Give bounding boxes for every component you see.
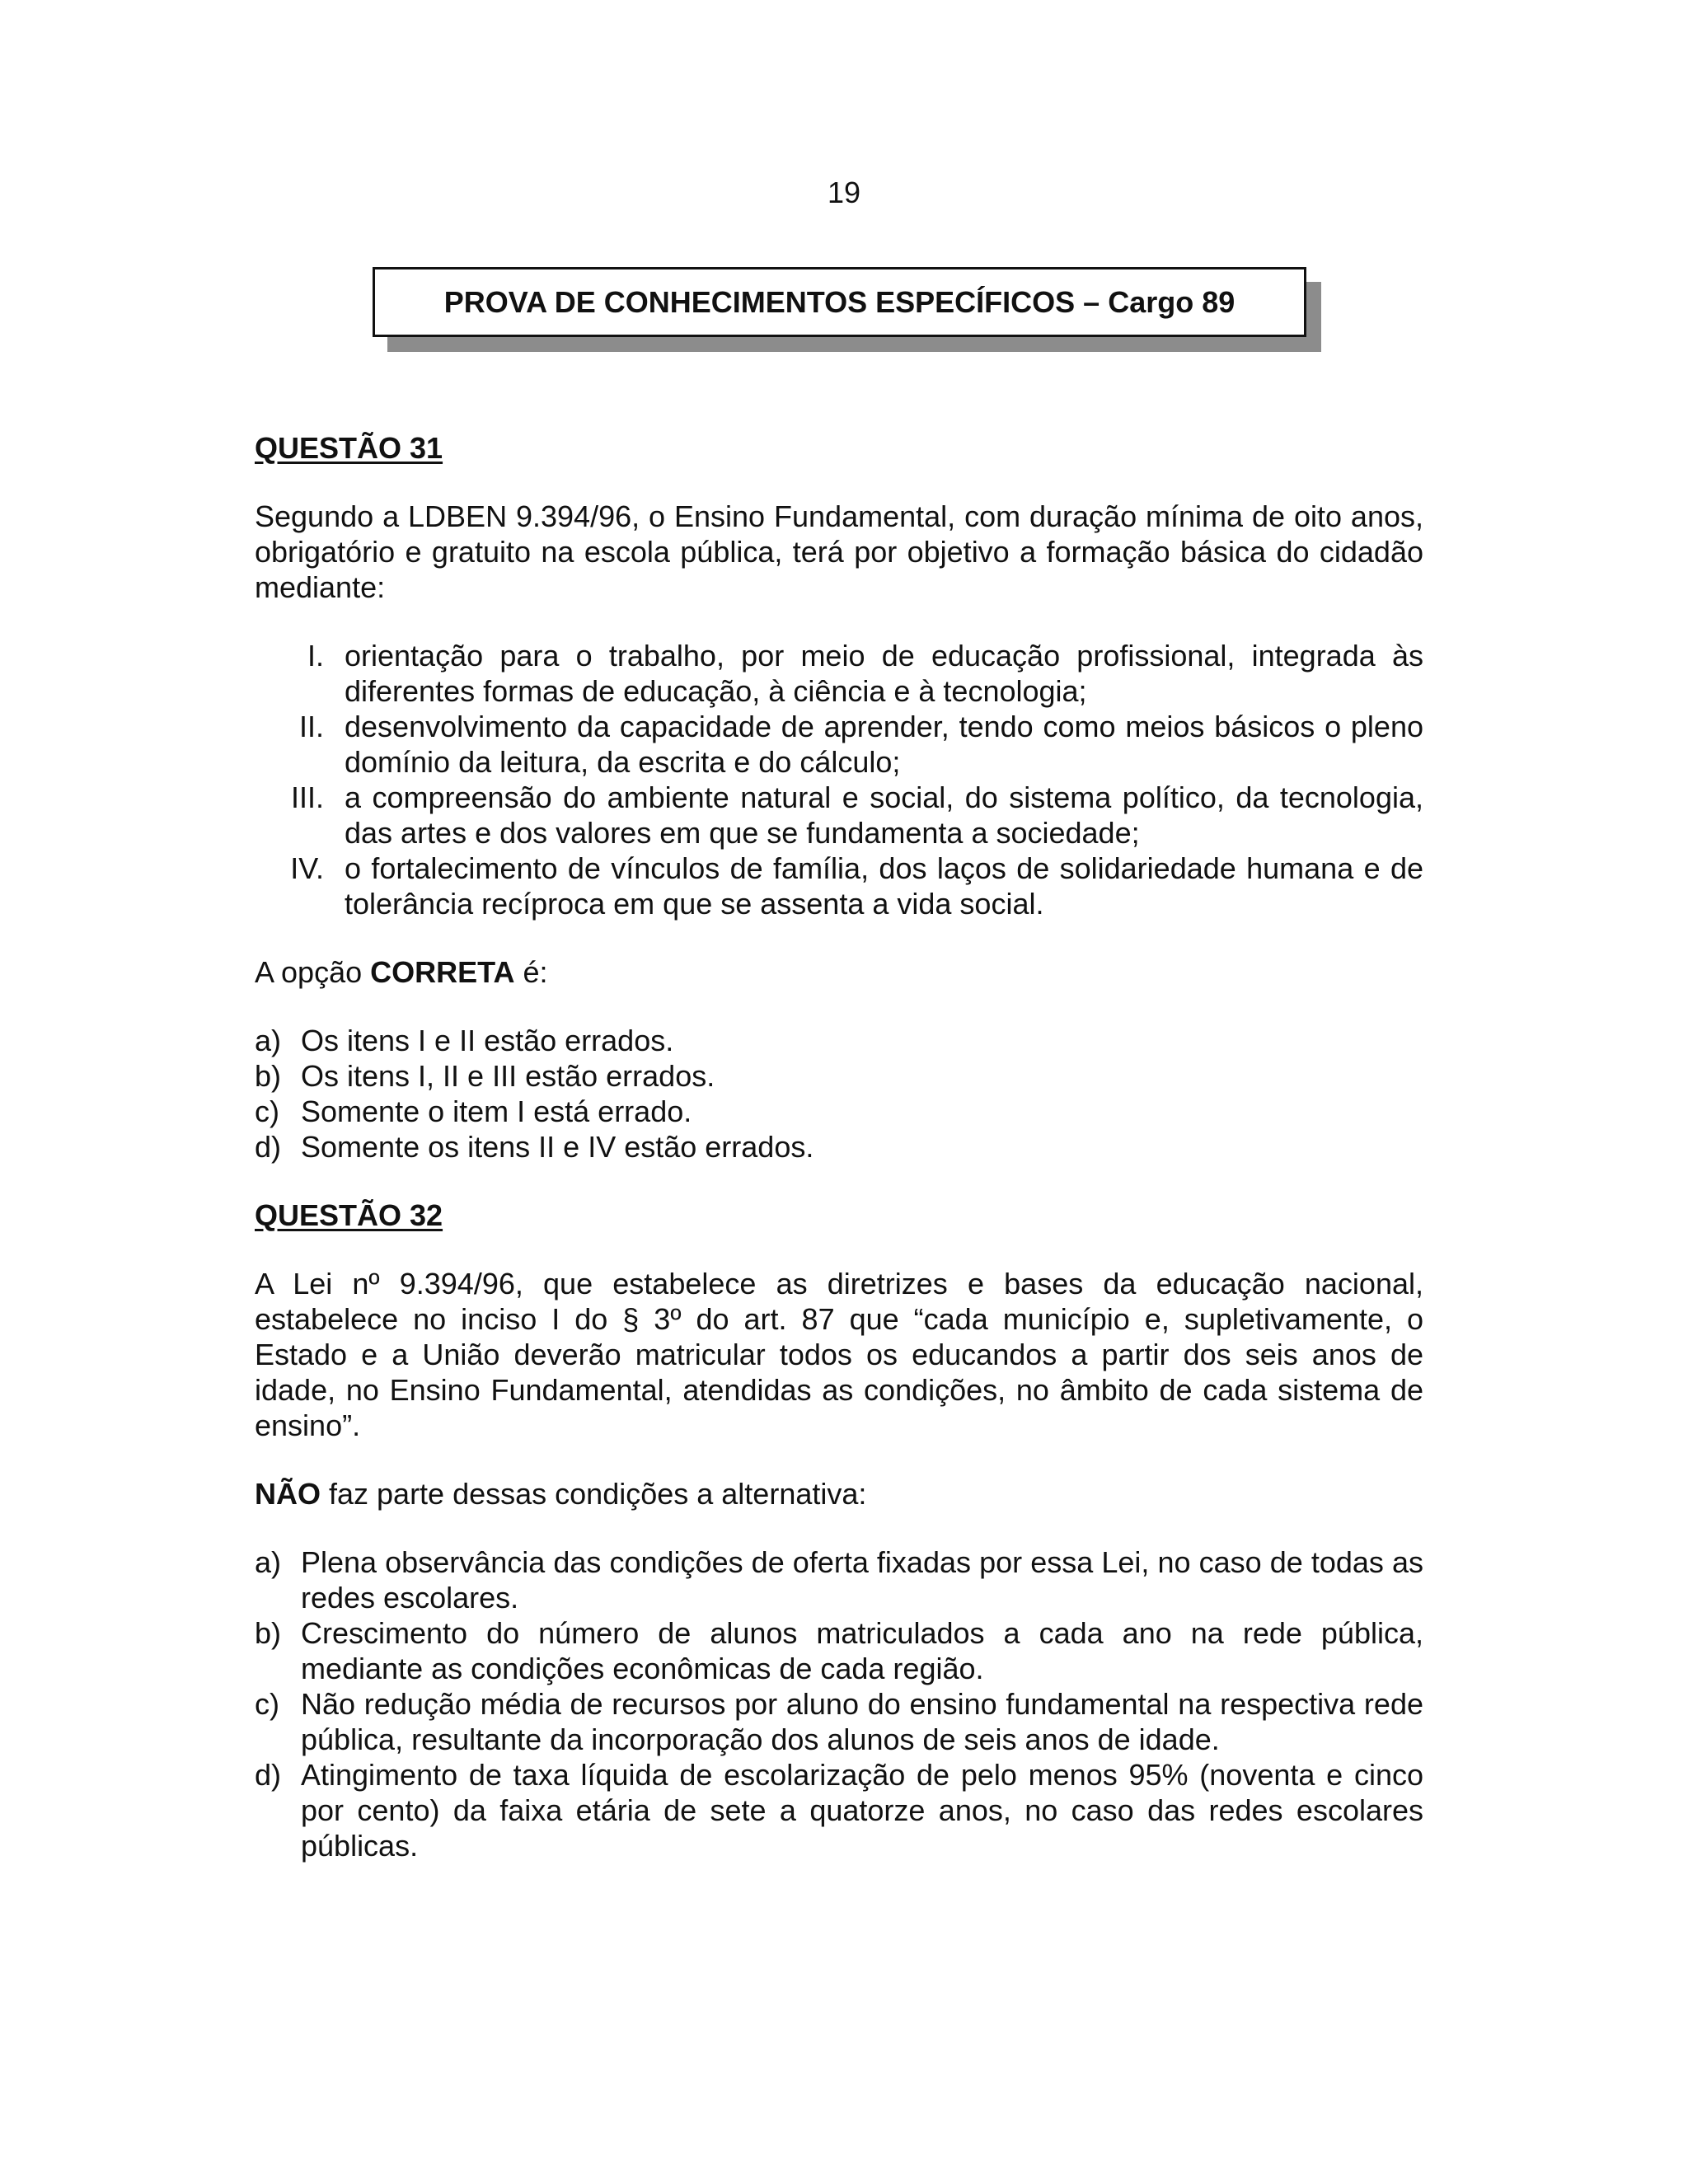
question-31-options (255, 1023, 1423, 1165)
statement-item (255, 851, 1423, 921)
exam-content (255, 430, 1423, 1896)
prompt-text: faz parte dessas condições a alternativa: (321, 1477, 867, 1511)
prompt-text: A opção (255, 955, 371, 989)
option-text: Os itens I e II estão errados. (301, 1024, 674, 1057)
option-letter: a) (255, 1024, 282, 1057)
option-letter: d) (255, 1130, 282, 1164)
statement-item (255, 780, 1423, 851)
question-31-heading: QUESTÃO 31 (255, 431, 443, 465)
answer-option[interactable] (255, 1058, 1423, 1094)
page-number: 19 (827, 176, 861, 209)
question-32-options (255, 1544, 1423, 1863)
answer-option[interactable] (255, 1686, 1423, 1757)
statement-item (255, 638, 1423, 709)
answer-option[interactable] (255, 1544, 1423, 1615)
question-31-items (255, 638, 1423, 921)
option-text: Crescimento do número de alunos matriculados a cada ano na rede pública, mediante as condições econômicas de cada região. (301, 1616, 1423, 1685)
section-title: PROVA DE CONHECIMENTOS ESPECÍFICOS – Cargo 89 (443, 285, 1236, 319)
prompt-emphasis: CORRETA (370, 955, 515, 989)
statement-number: I. (307, 639, 324, 673)
option-text: Plena observância das condições de oferta fixadas por essa Lei, no caso de todas as redes escolares. (301, 1545, 1423, 1615)
question-32-intro: A Lei nº 9.394/96, que estabelece as diretrizes e bases da educação nacional, estabelece no inciso I do § 3º do art. 87 que “cada município e, supletivamente, o Estado e a União deverão matricular todos os educandos a partir dos seis anos de idade, no Ensino Fundamental, atendidas as condições, no âmbito de cada sistema de ensino”. (255, 1267, 1423, 1442)
option-letter: b) (255, 1616, 282, 1650)
answer-option[interactable] (255, 1129, 1423, 1165)
option-text: Não redução média de recursos por aluno do ensino fundamental na respectiva rede pública, resultante da incorporação dos alunos de seis anos de idade. (301, 1687, 1423, 1756)
statement-item (255, 709, 1423, 780)
question-32-heading: QUESTÃO 32 (255, 1198, 443, 1232)
question-31 (255, 430, 1423, 1165)
statement-text: orientação para o trabalho, por meio de educação profissional, integrada às diferentes formas de educação, à ciência e à tecnologia; (345, 639, 1423, 708)
answer-option[interactable] (255, 1757, 1423, 1863)
statement-text: o fortalecimento de vínculos de família, dos laços de solidariedade humana e de tolerância recíproca em que se assenta a vida social. (345, 851, 1423, 921)
question-32 (255, 1197, 1423, 1863)
option-letter: c) (255, 1094, 279, 1128)
statement-text: desenvolvimento da capacidade de aprender, tendo como meios básicos o pleno domínio da leitura, da escrita e do cálculo; (345, 710, 1423, 779)
answer-option[interactable] (255, 1023, 1423, 1058)
option-letter: c) (255, 1687, 279, 1721)
statement-number: III. (290, 780, 324, 814)
option-text: Os itens I, II e III estão errados. (301, 1059, 715, 1093)
option-text: Atingimento de taxa líquida de escolarização de pelo menos 95% (noventa e cinco por cento) da faixa etária de sete a quatorze anos, no caso das redes escolares públicas. (301, 1758, 1423, 1863)
option-letter: a) (255, 1545, 282, 1579)
answer-option[interactable] (255, 1615, 1423, 1686)
option-text: Somente os itens II e IV estão errados. (301, 1130, 814, 1164)
statement-number: IV. (290, 851, 324, 885)
option-letter: b) (255, 1059, 282, 1093)
prompt-text: é: (514, 955, 548, 989)
prompt-emphasis: NÃO (255, 1477, 321, 1511)
question-31-intro: Segundo a LDBEN 9.394/96, o Ensino Fundamental, com duração mínima de oito anos, obrigatório e gratuito na escola pública, terá por objetivo a formação básica do cidadão mediante: (255, 499, 1423, 604)
statement-text: a compreensão do ambiente natural e social, do sistema político, da tecnologia, das artes e dos valores em que se fundamenta a sociedade; (345, 780, 1423, 850)
answer-option[interactable] (255, 1094, 1423, 1129)
question-32-prompt (255, 1476, 1423, 1511)
option-letter: d) (255, 1758, 282, 1792)
question-31-prompt (255, 954, 1423, 990)
section-title-box (373, 267, 1306, 337)
option-text: Somente o item I está errado. (301, 1094, 692, 1128)
statement-number: II. (298, 710, 324, 743)
